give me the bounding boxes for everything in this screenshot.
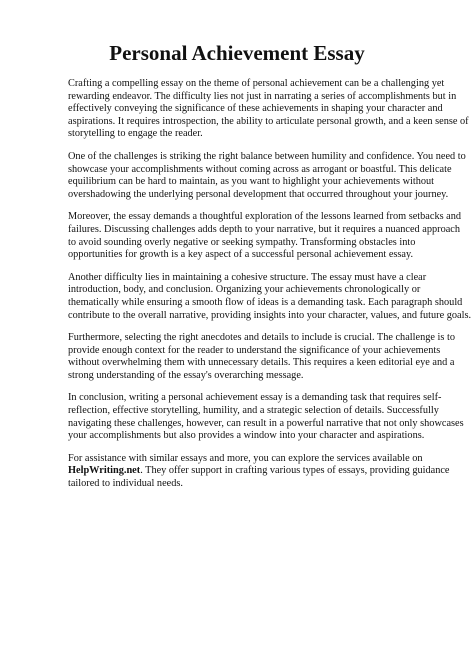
text-line: rewarding endeavor. The difficulty lies not just in narrating a series of accomplishments but in — [68, 90, 457, 102]
text-fragment: . They offer support in crafting various types of essays, providing guidance — [140, 465, 450, 477]
text-line: aspirations. It requires introspection, the ability to articulate personal growth, and a keen sense of — [68, 115, 469, 127]
text-line: For assistance with similar essays and more, you can explore the services available on — [68, 452, 423, 464]
text-line: equilibrium can be hard to maintain, as you want to highlight your achievements without — [68, 176, 435, 188]
text-line: overshadowing the underlying personal development that occurred throughout your journey. — [68, 188, 449, 200]
text-line: your accomplishments but also provides a window into your character and aspirations. — [68, 430, 425, 442]
text-line: Crafting a compelling essay on the theme of personal achievement can be a challenging yet — [68, 78, 445, 89]
page-title: Personal Achievement Essay — [109, 41, 365, 65]
text-line: One of the challenges is striking the right balance between humility and confidence. You need to — [68, 150, 466, 162]
text-line: strong understanding of the essay's overarching message. — [68, 369, 304, 381]
site-name: HelpWriting.net — [68, 465, 141, 477]
text-line: introduction, body, and conclusion. Organizing your achievements chronologically or — [68, 284, 421, 296]
text-line: showcase your accomplishments without coming across as arrogant or boastful. This delicate — [68, 163, 452, 175]
closing-paragraph — [68, 452, 450, 491]
text-line — [68, 465, 450, 478]
paragraph-3 — [68, 211, 462, 261]
text-line: without overwhelming them with unnecessary details. This requires a keen editorial eye and a — [68, 357, 455, 369]
essay-body — [68, 78, 472, 501]
paragraph-5 — [68, 332, 455, 382]
text-line: Moreover, the essay demands a thoughtful exploration of the lessons learned from setbacks and — [68, 211, 462, 223]
paragraph-1 — [68, 78, 469, 141]
text-line: failures. Discussing challenges adds depth to your narrative, but it requires a nuanced approach — [68, 223, 461, 235]
text-line: storytelling to engage the reader. — [68, 128, 203, 140]
text-line: navigating these challenges, however, can result in a powerful narrative that not only showcases — [68, 417, 464, 429]
paragraph-2 — [68, 150, 466, 201]
text-line: Another difficulty lies in maintaining a cohesive structure. The essay must have a clear — [68, 271, 427, 283]
text-line: thematically while ensuring a smooth flow of ideas is a demanding task. Each paragraph should — [68, 296, 463, 308]
text-line: provide enough context for the reader to understand the significance of your achievements — [68, 344, 441, 356]
text-line: to avoid sounding overly negative or seeking sympathy. Transforming obstacles into — [68, 236, 416, 248]
text-line: contribute to the overall narrative, providing insights into your character, values, and future goals. — [68, 309, 472, 321]
paragraph-4 — [68, 271, 472, 322]
text-line: effectively conveying the significance of these achievements in shaping your character and — [68, 103, 443, 115]
text-line: reflection, effective storytelling, humility, and a strategic selection of details. Successfully — [68, 405, 439, 417]
text-line: tailored to individual needs. — [68, 478, 183, 490]
text-line: In conclusion, writing a personal achievement essay is a demanding task that requires self- — [68, 392, 442, 404]
text-line: opportunities for growth is a key aspect of a successful personal achievement essay. — [68, 249, 414, 261]
paragraph-6 — [68, 392, 464, 442]
text-line: Furthermore, selecting the right anecdotes and details to include is crucial. The challenge is to — [68, 332, 455, 344]
